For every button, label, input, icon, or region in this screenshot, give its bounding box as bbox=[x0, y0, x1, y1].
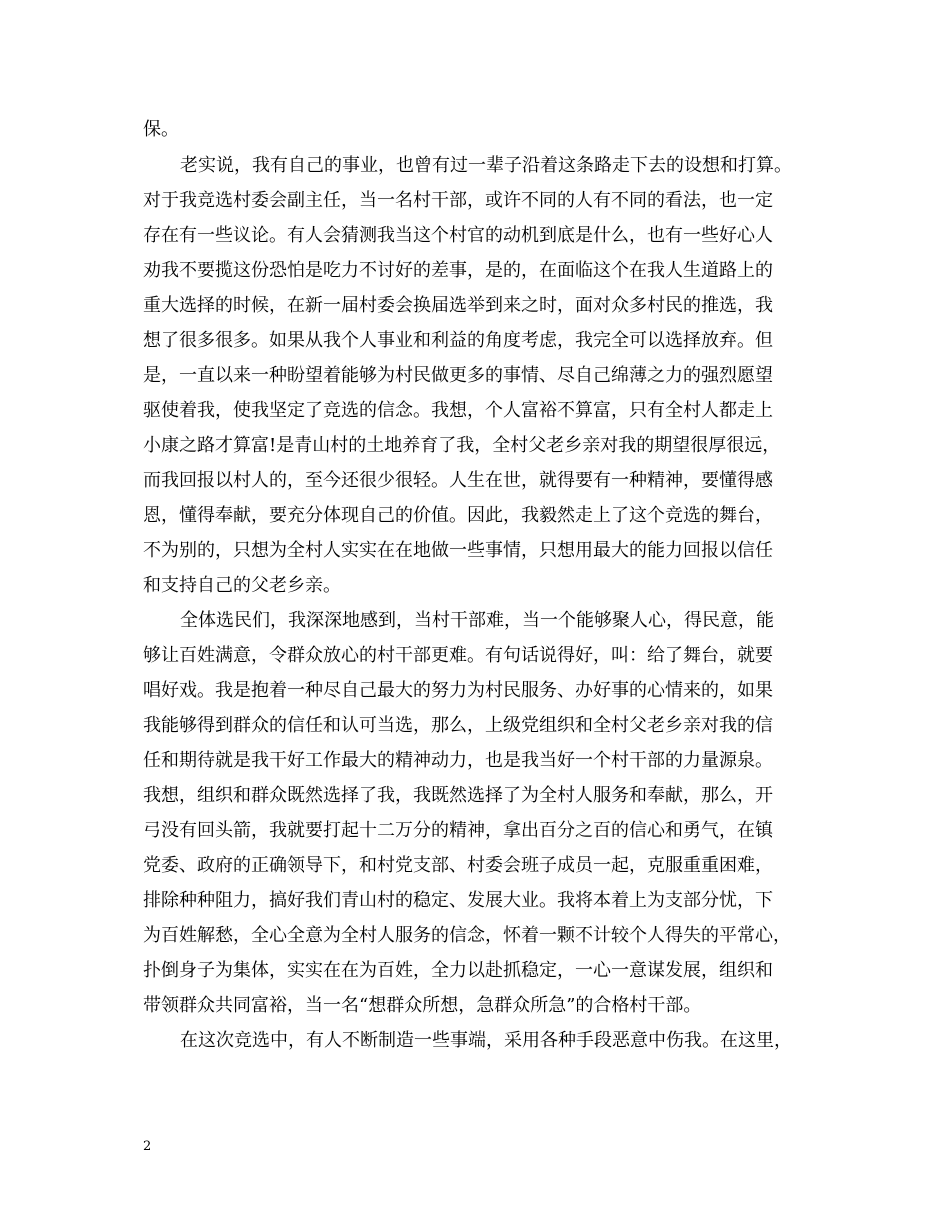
text-line: 带领群众共同富裕，当一名“想群众所想，急群众所急”的合格村干部。 bbox=[143, 995, 702, 1016]
text-line: 而我回报以村人的，至今还很少很轻。人生在世，就得要有一种精神，要懂得感 bbox=[143, 470, 773, 491]
text-line: 为百姓解愁，全心全意为全村人服务的信念，怀着一颗不计较个人得失的平常心， bbox=[143, 925, 791, 946]
text-line: 在这次竞选中，有人不断制造一些事端，采用各种手段恶意中伤我。在这里， bbox=[180, 1030, 792, 1051]
text-line: 扑倒身子为集体，实实在在为百姓，全力以赴抓稳定，一心一意谋发展，组织和 bbox=[143, 960, 773, 981]
text-line: 保。 bbox=[143, 119, 179, 140]
text-line: 是，一直以来一种盼望着能够为村民做更多的事情、尽自己绵薄之力的强烈愿望 bbox=[143, 365, 773, 386]
text-line: 重大选择的时候，在新一届村委会换届选举到来之时，面对众多村民的推选，我 bbox=[143, 295, 773, 316]
text-line: 我能够得到群众的信任和认可当选，那么，上级党组织和全村父老乡亲对我的信 bbox=[143, 715, 773, 736]
text-line: 够让百姓满意，令群众放心的村干部更难。有句话说得好，叫：给了舞台，就要 bbox=[143, 645, 773, 666]
text-line: 恩，懂得奉献，要充分体现自己的价值。因此，我毅然走上了这个竞选的舞台， bbox=[143, 505, 773, 526]
text-line: 存在有一些议论。有人会猜测我当这个村官的动机到底是什么，也有一些好心人 bbox=[143, 225, 773, 246]
text-line: 党委、政府的正确领导下，和村党支部、村委会班子成员一起，克服重重困难， bbox=[143, 855, 773, 876]
text-line: 劝我不要揽这份恐怕是吃力不讨好的差事，是的，在面临这个在我人生道路上的 bbox=[143, 260, 773, 281]
text-line: 想了很多很多。如果从我个人事业和利益的角度考虑，我完全可以选择放弃。但 bbox=[143, 330, 773, 351]
text-line: 任和期待就是我干好工作最大的精神动力，也是我当好一个村干部的力量源泉。 bbox=[143, 750, 773, 771]
text-line: 小康之路才算富!是青山村的土地养育了我，全村父老乡亲对我的期望很厚很远， bbox=[143, 435, 781, 456]
page-number: 2 bbox=[143, 1139, 152, 1154]
text-line: 唱好戏。我是抱着一种尽自己最大的努力为村民服务、办好事的心情来的，如果 bbox=[143, 680, 773, 701]
text-line: 全体选民们，我深深地感到，当村干部难，当一个能够聚人心，得民意，能 bbox=[180, 610, 774, 631]
text-line: 不为别的，只想为全村人实实在在地做一些事情，只想用最大的能力回报以信任 bbox=[143, 540, 773, 561]
text-line: 排除种种阻力，搞好我们青山村的稳定、发展大业。我将本着上为支部分忧，下 bbox=[143, 890, 773, 911]
text-line: 老实说，我有自己的事业，也曾有过一辈子沿着这条路走下去的设想和打算。 bbox=[180, 155, 792, 176]
text-line: 驱使着我，使我坚定了竞选的信念。我想，个人富裕不算富，只有全村人都走上 bbox=[143, 400, 773, 421]
text-line: 对于我竞选村委会副主任，当一名村干部，或许不同的人有不同的看法，也一定 bbox=[143, 190, 773, 211]
text-line: 我想，组织和群众既然选择了我，我既然选择了为全村人服务和奉献，那么，开 bbox=[143, 785, 773, 806]
text-line: 和支持自己的父老乡亲。 bbox=[143, 575, 341, 596]
text-line: 弓没有回头箭，我就要打起十二万分的精神，拿出百分之百的信心和勇气，在镇 bbox=[143, 820, 773, 841]
